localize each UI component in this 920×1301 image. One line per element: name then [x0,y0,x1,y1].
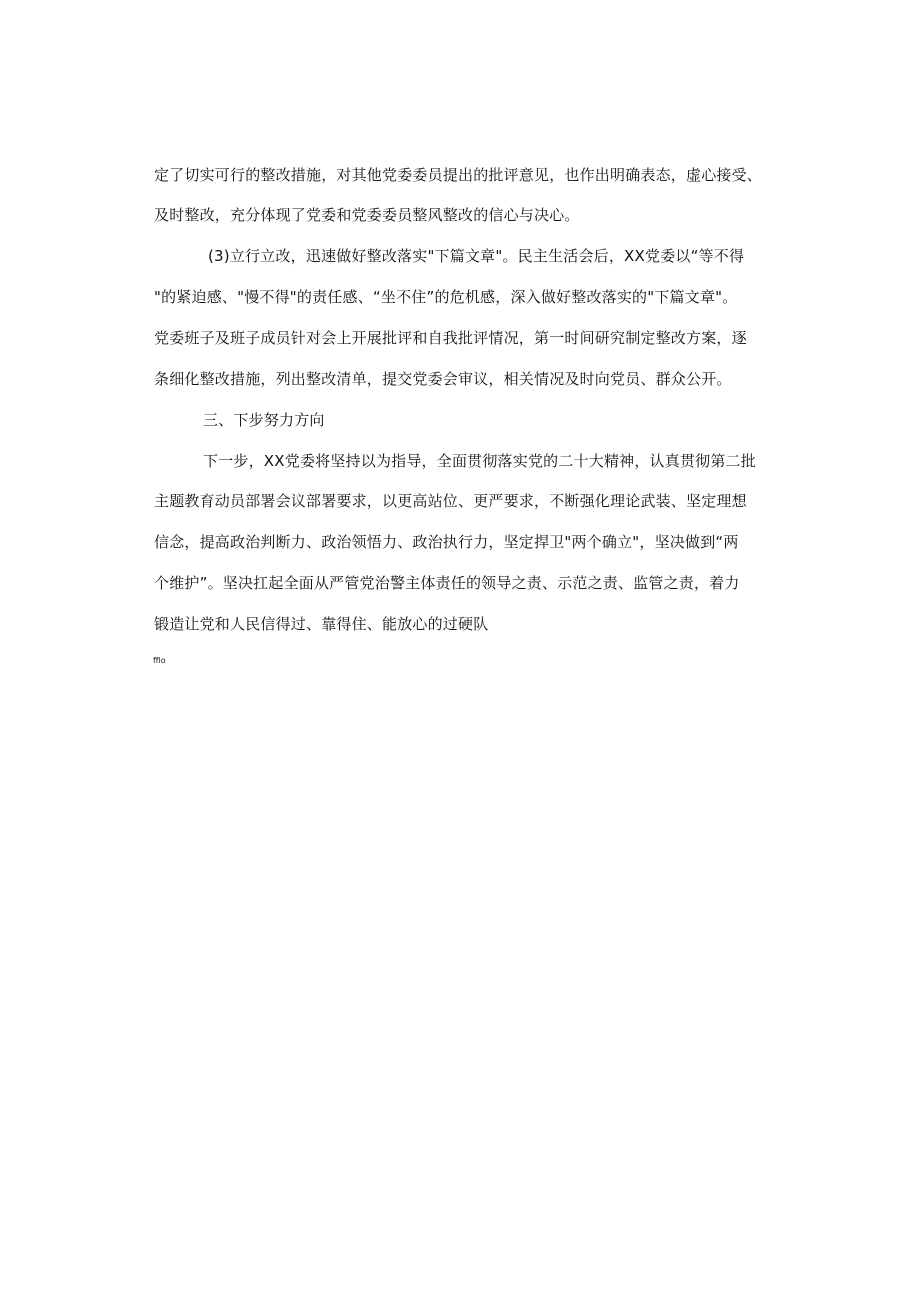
section-heading: 三、下步努力方向 [203,411,325,429]
body-text-line: 主题教育动员部署会议部署要求，以更高站位、更严要求，不断强化理论武装、坚定理想 [154,492,747,510]
footer-mark: ffio [153,656,166,665]
body-text-line: 锻造让党和人民信得过、靠得住、能放心的过硬队 [154,615,489,633]
body-text-line: 个维护”。坚决扛起全面从严管党治警主体责任的领导之责、示范之责、监管之责，着力 [154,574,740,592]
body-text-line: 条细化整改措施，列出整改清单，提交党委会审议，相关情况及时向党员、群众公开。 [154,370,732,388]
body-text-line: 及时整改，充分体现了党委和党委委员整风整改的信心与决心。 [154,206,580,224]
body-text-line: 定了切实可行的整改措施，对其他党委委员提出的批评意见，也作出明确表态，虚心接受、 [154,166,763,184]
numbered-paragraph-start: (3)立行立改，迅速做好整改落实"下篇文章"。民主生活会后，XX党委以“等不得 [208,247,745,265]
body-text-line: "的紧迫感、"慢不得"的责任感、“坐不住”的危机感，深入做好整改落实的"下篇文章"。 [154,288,738,306]
paragraph-start: 下一步，XX党委将坚持以为指导，全面贯彻落实党的二十大精神，认真贯彻第二批 [203,452,756,470]
body-text-line: 信念，提高政治判断力、政治领悟力、政治执行力，坚定捍卫"两个确立"，坚决做到“两 [154,533,739,551]
body-text-line: 党委班子及班子成员针对会上开展批评和自我批评情况，第一时间研究制定整改方案，逐 [154,329,747,347]
